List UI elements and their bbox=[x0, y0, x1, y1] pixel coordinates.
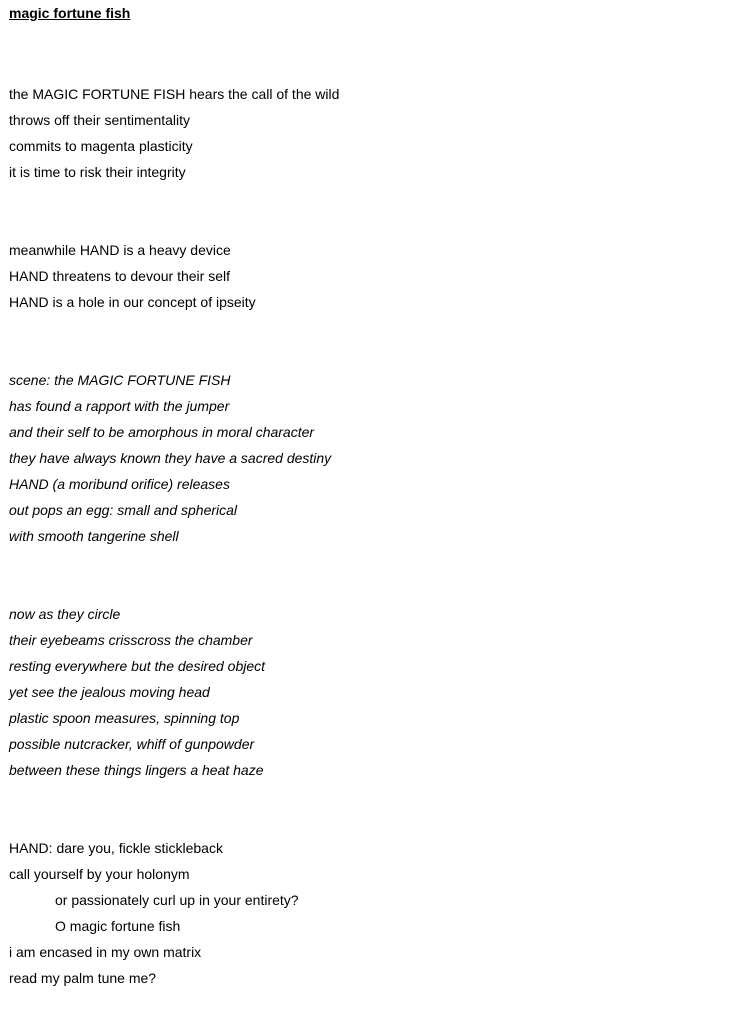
poem-line: HAND (a moribund orifice) releases bbox=[9, 476, 230, 492]
poem-line: yet see the jealous moving head bbox=[9, 684, 210, 700]
poem-line: HAND: dare you, fickle stickleback bbox=[9, 840, 223, 856]
poem-line: call yourself by your holonym bbox=[9, 866, 190, 882]
poem-line: they have always known they have a sacred destiny bbox=[9, 450, 332, 466]
poem-line: HAND threatens to devour their self bbox=[9, 268, 230, 284]
poem-line: it is time to risk their integrity bbox=[9, 164, 186, 180]
poem-line: read my palm tune me? bbox=[9, 970, 157, 986]
poem-line: plastic spoon measures, spinning top bbox=[9, 710, 240, 726]
poem-line: meanwhile HAND is a heavy device bbox=[9, 242, 231, 258]
poem-body bbox=[9, 81, 749, 991]
poem-line: or passionately curl up in your entirety? bbox=[55, 892, 299, 908]
poem-line: the MAGIC FORTUNE FISH hears the call of the wild bbox=[9, 86, 340, 102]
poem-line: has found a rapport with the jumper bbox=[9, 398, 230, 414]
stanza bbox=[9, 367, 749, 549]
title-row bbox=[9, 0, 749, 26]
poem-line: their eyebeams crisscross the chamber bbox=[9, 632, 253, 648]
stanza bbox=[9, 835, 749, 991]
poem-line: with smooth tangerine shell bbox=[9, 528, 179, 544]
poem-line: between these things lingers a heat haze bbox=[9, 762, 264, 778]
page-title: magic fortune fish bbox=[9, 5, 131, 21]
poem-line: possible nutcracker, whiff of gunpowder bbox=[9, 736, 255, 752]
poem-line: O magic fortune fish bbox=[55, 918, 181, 934]
stanza bbox=[9, 81, 749, 185]
poem-line: resting everywhere but the desired object bbox=[9, 658, 266, 674]
poem-line: scene: the MAGIC FORTUNE FISH bbox=[9, 372, 231, 388]
poem-line: commits to magenta plasticity bbox=[9, 138, 193, 154]
poem-line: out pops an egg: small and spherical bbox=[9, 502, 238, 518]
poem-line: throws off their sentimentality bbox=[9, 112, 191, 128]
stanza bbox=[9, 601, 749, 783]
poem-line: now as they circle bbox=[9, 606, 121, 622]
poem-line: i am encased in my own matrix bbox=[9, 944, 202, 960]
poem-line: HAND is a hole in our concept of ipseity bbox=[9, 294, 256, 310]
poem-line: and their self to be amorphous in moral character bbox=[9, 424, 315, 440]
stanza bbox=[9, 237, 749, 315]
